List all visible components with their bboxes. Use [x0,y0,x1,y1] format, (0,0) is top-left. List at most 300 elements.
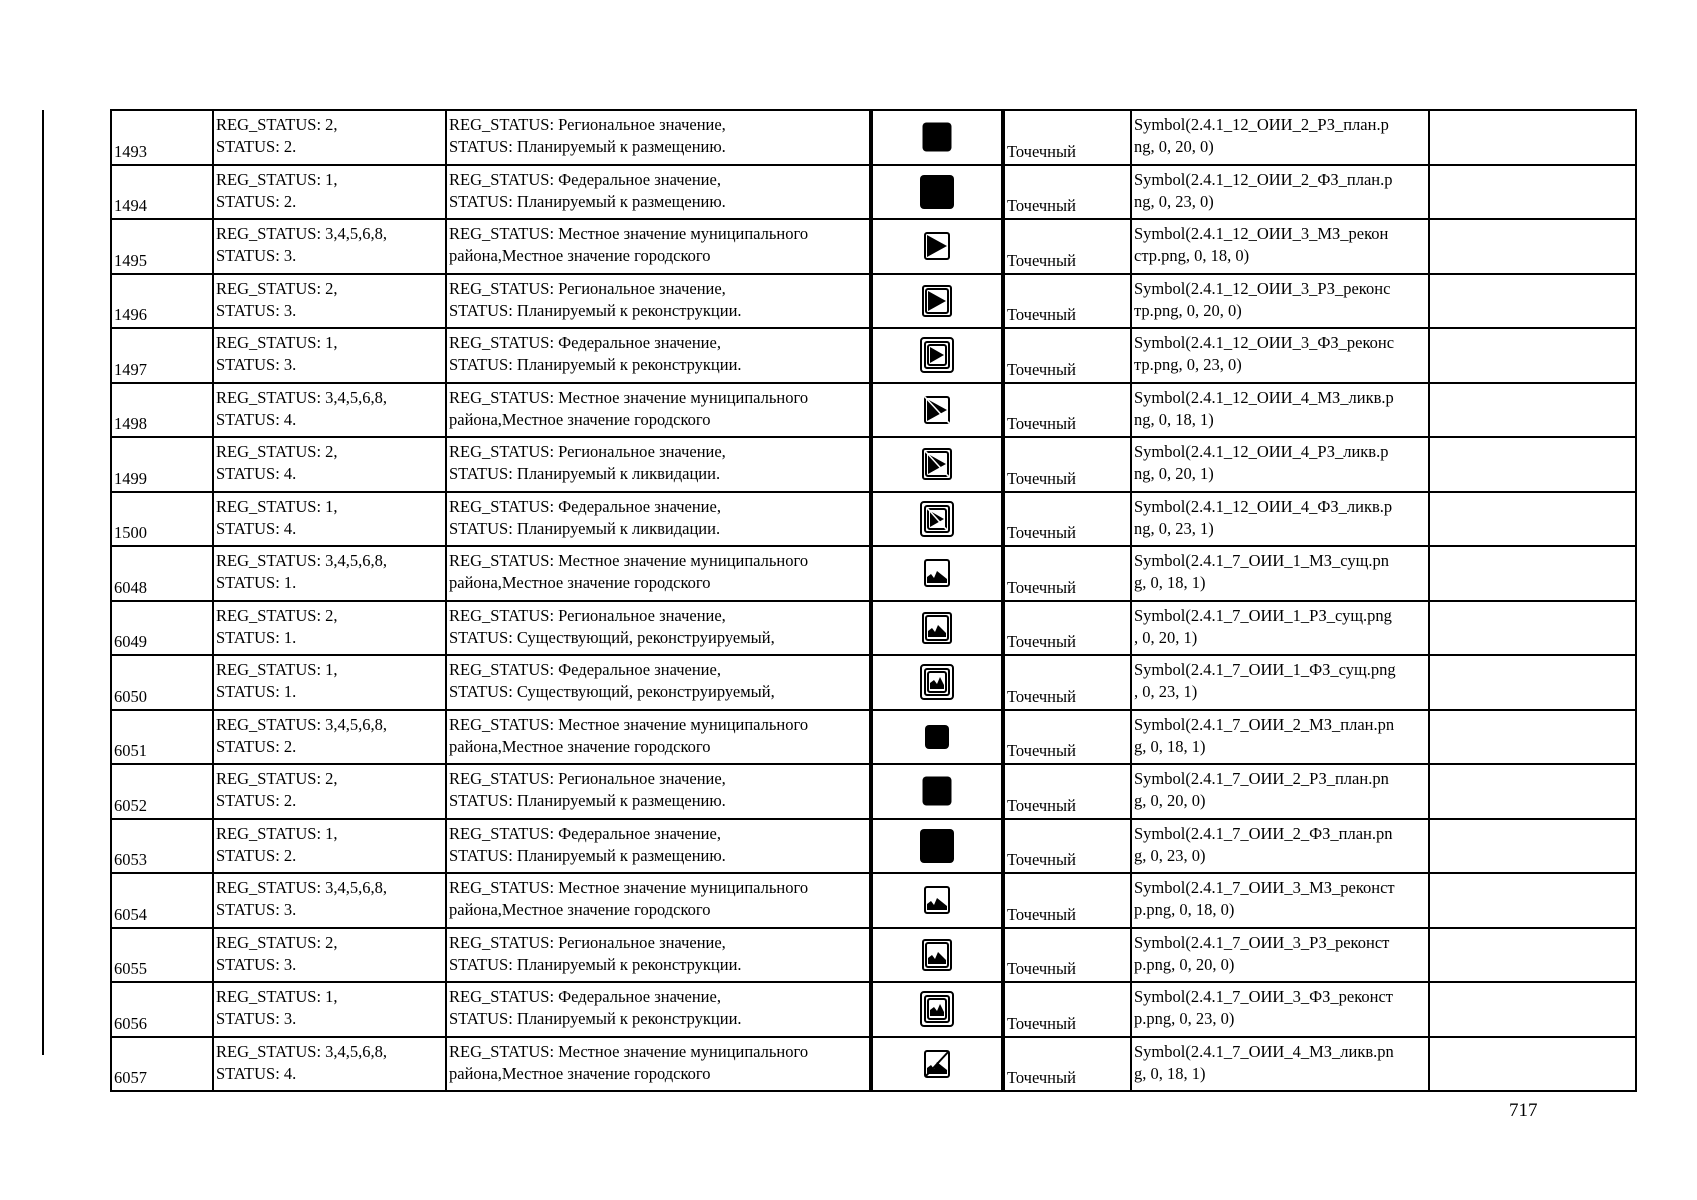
table-row [111,165,1636,220]
description-line: STATUS: Планируемый к размещению. [449,137,726,156]
empty-cell [1429,710,1636,765]
geometry-type: Точечный [1007,795,1076,815]
play-arrow-crossed-box-framed-icon [919,445,955,483]
landscape-crossed-box-icon [919,1045,955,1083]
symbol-expression-line: g, 0, 23, 0) [1134,845,1206,865]
empty-cell [1429,928,1636,983]
geometry-type-cell [1003,873,1131,928]
symbol-expression-cell [1131,274,1429,329]
geometry-type-cell [1003,110,1131,165]
symbol-expression-line: Symbol(2.4.1_7_ОИИ_3_МЗ_реконст [1134,878,1395,897]
filled-square-large-icon [919,827,955,865]
condition-line: STATUS: 1. [216,573,297,592]
row-id: 1495 [114,250,147,270]
condition-line: STATUS: 1. [216,627,297,647]
symbol-expression-line: ng, 0, 23, 0) [1134,191,1214,211]
row-id-cell [111,982,213,1037]
row-id: 1498 [114,414,147,433]
table-row [111,710,1636,765]
symbol-expression-line: , 0, 20, 1) [1134,627,1198,647]
row-id-cell [111,328,213,383]
condition-line: STATUS: 4. [216,409,297,429]
symbol-expression-cell [1131,764,1429,819]
symbol-expression-cell [1131,873,1429,928]
condition-line: STATUS: 3. [216,246,297,265]
description-line: REG_STATUS: Региональное значение, [449,442,726,461]
symbol-expression-cell [1131,219,1429,274]
empty-cell [1429,982,1636,1037]
empty-cell [1429,1037,1636,1092]
symbol-expression-cell [1131,165,1429,220]
condition-line: STATUS: 4. [216,464,297,483]
geometry-type: Точечный [1007,959,1076,978]
geometry-type: Точечный [1007,196,1076,215]
description-line: REG_STATUS: Федеральное значение, [449,496,721,516]
row-id: 6055 [114,959,147,978]
description-cell [446,274,871,329]
row-id: 1497 [114,359,147,379]
play-arrow-box-icon [919,227,955,265]
symbol-expression-cell [1131,601,1429,656]
row-id-cell [111,1037,213,1092]
table-row [111,655,1636,710]
row-id-cell [111,819,213,874]
table-row [111,928,1636,983]
table-row [111,819,1636,874]
description-cell [446,219,871,274]
geometry-type: Точечный [1007,577,1076,597]
symbol-expression-line: Symbol(2.4.1_12_ОИИ_4_ФЗ_ликв.p [1134,496,1393,516]
description-line: STATUS: Существующий, реконструируемый, [449,682,775,701]
description-line: REG_STATUS: Местное значение муниципального [449,551,809,570]
description-line: REG_STATUS: Федеральное значение, [449,823,721,843]
symbol-cell [871,274,1003,329]
condition-cell [213,492,446,547]
description-line: REG_STATUS: Региональное значение, [449,278,726,298]
symbol-expression-line: , 0, 23, 1) [1134,682,1198,701]
table-row [111,274,1636,329]
condition-line: STATUS: 3. [216,900,297,919]
table-row [111,437,1636,492]
landscape-box-framed-icon [919,609,955,647]
symbol-expression-line: Symbol(2.4.1_12_ОИИ_3_МЗ_рекон [1134,224,1389,243]
symbol-expression-line: ng, 0, 20, 1) [1134,464,1214,483]
description-line: REG_STATUS: Федеральное значение, [449,987,721,1006]
symbol-expression-line: Symbol(2.4.1_12_ОИИ_4_РЗ_ликв.p [1134,442,1389,461]
symbol-expression-cell [1131,982,1429,1037]
row-id-cell [111,437,213,492]
description-cell [446,1037,871,1092]
description-cell [446,982,871,1037]
condition-line: STATUS: 3. [216,355,297,374]
page-number: 717 [1509,1100,1538,1121]
symbol-cell [871,328,1003,383]
table-row [111,873,1636,928]
condition-line: STATUS: 2. [216,191,297,211]
row-id: 1496 [114,305,147,324]
description-line: REG_STATUS: Местное значение муниципального [449,714,809,734]
condition-line: REG_STATUS: 1, [216,660,338,679]
landscape-box-icon [919,554,955,592]
description-cell [446,437,871,492]
symbol-expression-line: р.png, 0, 20, 0) [1134,954,1235,974]
condition-cell [213,928,446,983]
symbol-cell [871,219,1003,274]
row-id: 6049 [114,632,147,651]
geometry-type-cell [1003,328,1131,383]
row-id: 6057 [114,1068,147,1087]
row-id: 6056 [114,1013,147,1033]
condition-line: REG_STATUS: 3,4,5,6,8, [216,224,388,243]
condition-line: STATUS: 2. [216,845,297,865]
row-id-cell [111,219,213,274]
filled-square-medium-icon [919,118,955,156]
symbol-expression-line: ng, 0, 20, 0) [1134,137,1214,156]
geometry-type: Точечный [1007,632,1076,651]
description-cell [446,873,871,928]
description-line: REG_STATUS: Местное значение муниципального [449,387,809,407]
symbol-expression-line: Symbol(2.4.1_7_ОИИ_1_МЗ_сущ.pn [1134,551,1389,570]
condition-line: REG_STATUS: 3,4,5,6,8, [216,551,388,570]
geometry-type-cell [1003,492,1131,547]
condition-line: STATUS: 3. [216,1009,297,1028]
description-line: района,Местное значение городского [449,736,711,756]
description-line: REG_STATUS: Региональное значение, [449,115,726,134]
geometry-type: Точечный [1007,359,1076,379]
symbol-expression-line: тр.png, 0, 20, 0) [1134,300,1242,320]
condition-line: REG_STATUS: 3,4,5,6,8, [216,714,388,734]
symbol-expression-line: Symbol(2.4.1_12_ОИИ_2_ФЗ_план.p [1134,169,1393,189]
condition-line: STATUS: 2. [216,736,297,756]
empty-cell [1429,219,1636,274]
row-id-cell [111,492,213,547]
description-cell [446,492,871,547]
geometry-type-cell [1003,219,1131,274]
symbol-cell [871,710,1003,765]
row-id-cell [111,928,213,983]
condition-line: STATUS: 3. [216,300,297,320]
symbol-cell [871,110,1003,165]
symbol-expression-cell [1131,710,1429,765]
condition-line: REG_STATUS: 1, [216,169,338,189]
filled-square-small-icon [919,718,955,756]
symbol-expression-line: Symbol(2.4.1_7_ОИИ_2_МЗ_план.pn [1134,714,1395,734]
description-line: REG_STATUS: Региональное значение, [449,769,726,788]
description-line: REG_STATUS: Региональное значение, [449,605,726,625]
description-cell [446,928,871,983]
symbol-cell [871,873,1003,928]
condition-line: REG_STATUS: 2, [216,769,338,788]
description-cell [446,546,871,601]
geometry-type: Точечный [1007,305,1076,324]
condition-line: STATUS: 1. [216,682,297,701]
symbol-expression-line: Symbol(2.4.1_7_ОИИ_2_РЗ_план.pn [1134,769,1389,788]
symbol-cell [871,764,1003,819]
description-cell [446,710,871,765]
symbol-expression-line: Symbol(2.4.1_12_ОИИ_3_РЗ_реконс [1134,278,1391,298]
geometry-type-cell [1003,601,1131,656]
symbol-cell [871,492,1003,547]
row-id: 6051 [114,741,147,760]
table-row [111,601,1636,656]
symbol-expression-line: тр.png, 0, 23, 0) [1134,355,1242,374]
condition-line: STATUS: 4. [216,518,297,538]
geometry-type: Точечный [1007,523,1076,542]
description-line: REG_STATUS: Местное значение муниципального [449,224,809,243]
condition-line: STATUS: 3. [216,954,297,974]
description-line: района,Местное значение городского [449,900,711,919]
row-id: 6048 [114,577,147,597]
table-row [111,383,1636,438]
table-row [111,546,1636,601]
symbol-expression-line: g, 0, 20, 0) [1134,791,1206,810]
condition-line: REG_STATUS: 3,4,5,6,8, [216,387,388,407]
symbol-expression-line: Symbol(2.4.1_7_ОИИ_3_РЗ_реконст [1134,932,1390,952]
description-cell [446,383,871,438]
symbol-cell [871,165,1003,220]
geometry-type-cell [1003,982,1131,1037]
play-arrow-box-framed-icon [919,282,955,320]
symbol-cell [871,383,1003,438]
condition-cell [213,328,446,383]
symbol-expression-cell [1131,928,1429,983]
empty-cell [1429,819,1636,874]
symbol-expression-line: стр.png, 0, 18, 0) [1134,246,1250,265]
condition-cell [213,437,446,492]
row-id: 1500 [114,523,147,542]
table-row [111,110,1636,165]
description-line: STATUS: Планируемый к реконструкции. [449,355,742,374]
condition-line: REG_STATUS: 1, [216,823,338,843]
description-line: района,Местное значение городского [449,246,711,265]
row-id-cell [111,764,213,819]
condition-line: REG_STATUS: 2, [216,278,338,298]
condition-cell [213,655,446,710]
geometry-type-cell [1003,546,1131,601]
empty-cell [1429,655,1636,710]
play-arrow-box-double-framed-icon [919,336,955,374]
condition-line: REG_STATUS: 1, [216,496,338,516]
description-line: района,Местное значение городского [449,573,711,592]
symbol-expression-line: Symbol(2.4.1_12_ОИИ_3_ФЗ_реконс [1134,333,1395,352]
geometry-type: Точечный [1007,850,1076,869]
symbol-cell [871,655,1003,710]
description-line: STATUS: Планируемый к размещению. [449,191,726,211]
condition-cell [213,546,446,601]
symbol-expression-cell [1131,546,1429,601]
geometry-type: Точечный [1007,686,1076,706]
symbol-cell [871,546,1003,601]
empty-cell [1429,110,1636,165]
symbol-registry-table [110,109,1637,1092]
geometry-type: Точечный [1007,1068,1076,1087]
empty-cell [1429,328,1636,383]
geometry-type-cell [1003,383,1131,438]
row-id-cell [111,383,213,438]
symbol-cell [871,928,1003,983]
geometry-type-cell [1003,819,1131,874]
condition-cell [213,819,446,874]
description-line: REG_STATUS: Региональное значение, [449,932,726,952]
geometry-type: Точечный [1007,904,1076,924]
symbol-expression-line: Symbol(2.4.1_12_ОИИ_2_РЗ_план.p [1134,115,1389,134]
play-arrow-crossed-box-double-framed-icon [919,500,955,538]
row-id-cell [111,165,213,220]
symbol-expression-line: Symbol(2.4.1_7_ОИИ_2_ФЗ_план.pn [1134,823,1393,843]
symbol-cell [871,1037,1003,1092]
left-margin-rule [42,110,44,1055]
symbol-cell [871,437,1003,492]
description-line: района,Местное значение городского [449,1063,711,1083]
description-line: STATUS: Планируемый к ликвидации. [449,518,721,538]
description-line: REG_STATUS: Местное значение муниципального [449,1041,809,1061]
condition-line: STATUS: 2. [216,137,297,156]
symbol-cell [871,601,1003,656]
symbol-expression-cell [1131,383,1429,438]
description-line: REG_STATUS: Федеральное значение, [449,660,721,679]
condition-cell [213,1037,446,1092]
geometry-type-cell [1003,928,1131,983]
landscape-box-framed-icon [919,936,955,974]
landscape-box-double-framed-icon [919,663,955,701]
condition-cell [213,873,446,928]
row-id: 6053 [114,850,147,869]
geometry-type-cell [1003,437,1131,492]
description-line: района,Местное значение городского [449,409,711,429]
description-cell [446,819,871,874]
symbol-expression-cell [1131,1037,1429,1092]
description-line: STATUS: Планируемый к реконструкции. [449,300,742,320]
symbol-expression-line: Symbol(2.4.1_7_ОИИ_1_РЗ_сущ.png [1134,605,1392,625]
row-id-cell [111,546,213,601]
description-line: REG_STATUS: Федеральное значение, [449,169,721,189]
empty-cell [1429,546,1636,601]
empty-cell [1429,437,1636,492]
description-line: REG_STATUS: Местное значение муниципального [449,878,809,897]
empty-cell [1429,492,1636,547]
condition-cell [213,219,446,274]
description-cell [446,165,871,220]
description-line: STATUS: Существующий, реконструируемый, [449,627,775,647]
empty-cell [1429,165,1636,220]
description-cell [446,110,871,165]
geometry-type-cell [1003,1037,1131,1092]
symbol-expression-cell [1131,655,1429,710]
geometry-type: Точечный [1007,468,1076,488]
symbol-expression-line: g, 0, 18, 1) [1134,1063,1206,1083]
condition-line: STATUS: 2. [216,791,297,810]
play-arrow-crossed-box-icon [919,391,955,429]
geometry-type: Точечный [1007,250,1076,270]
table-row [111,219,1636,274]
symbol-expression-line: ng, 0, 18, 1) [1134,409,1214,429]
description-line: REG_STATUS: Федеральное значение, [449,333,721,352]
filled-square-medium-icon [919,772,955,810]
condition-cell [213,710,446,765]
row-id-cell [111,274,213,329]
condition-line: REG_STATUS: 3,4,5,6,8, [216,878,388,897]
geometry-type-cell [1003,165,1131,220]
symbol-expression-cell [1131,437,1429,492]
geometry-type: Точечный [1007,414,1076,433]
symbol-expression-cell [1131,819,1429,874]
row-id: 6054 [114,904,147,924]
table-row [111,1037,1636,1092]
geometry-type: Точечный [1007,141,1076,161]
geometry-type: Точечный [1007,1013,1076,1033]
landscape-box-icon [919,881,955,919]
row-id-cell [111,873,213,928]
condition-cell [213,764,446,819]
symbol-expression-line: Symbol(2.4.1_7_ОИИ_4_МЗ_ликв.pn [1134,1041,1394,1061]
empty-cell [1429,764,1636,819]
symbol-cell [871,819,1003,874]
symbol-expression-cell [1131,328,1429,383]
geometry-type-cell [1003,764,1131,819]
symbol-expression-line: g, 0, 18, 1) [1134,736,1206,756]
symbol-expression-cell [1131,492,1429,547]
table-row [111,328,1636,383]
row-id-cell [111,710,213,765]
row-id-cell [111,655,213,710]
empty-cell [1429,383,1636,438]
row-id: 6052 [114,795,147,815]
description-cell [446,328,871,383]
condition-cell [213,601,446,656]
description-cell [446,655,871,710]
description-line: STATUS: Планируемый к размещению. [449,845,726,865]
description-line: STATUS: Планируемый к реконструкции. [449,954,742,974]
description-cell [446,764,871,819]
symbol-expression-line: Symbol(2.4.1_7_ОИИ_1_ФЗ_сущ.png [1134,660,1396,679]
description-cell [446,601,871,656]
geometry-type-cell [1003,274,1131,329]
condition-line: REG_STATUS: 2, [216,115,338,134]
row-id: 1493 [114,141,147,161]
condition-line: REG_STATUS: 1, [216,987,338,1006]
description-line: STATUS: Планируемый к реконструкции. [449,1009,742,1028]
symbol-expression-cell [1131,110,1429,165]
description-line: STATUS: Планируемый к размещению. [449,791,726,810]
condition-cell [213,110,446,165]
symbol-expression-line: р.png, 0, 18, 0) [1134,900,1235,919]
row-id: 6050 [114,686,147,706]
symbol-cell [871,982,1003,1037]
row-id-cell [111,601,213,656]
condition-line: REG_STATUS: 2, [216,605,338,625]
table-row [111,764,1636,819]
condition-cell [213,383,446,438]
condition-cell [213,165,446,220]
condition-line: REG_STATUS: 2, [216,442,338,461]
symbol-expression-line: Symbol(2.4.1_12_ОИИ_4_МЗ_ликв.p [1134,387,1394,407]
table-row [111,982,1636,1037]
condition-cell [213,982,446,1037]
empty-cell [1429,601,1636,656]
symbol-expression-line: ng, 0, 23, 1) [1134,518,1214,538]
row-id-cell [111,110,213,165]
filled-square-large-icon [919,173,955,211]
empty-cell [1429,274,1636,329]
condition-line: REG_STATUS: 1, [216,333,338,352]
table-row [111,492,1636,547]
geometry-type-cell [1003,710,1131,765]
row-id: 1499 [114,468,147,488]
symbol-expression-line: р.png, 0, 23, 0) [1134,1009,1235,1028]
landscape-box-double-framed-icon [919,990,955,1028]
symbol-expression-line: g, 0, 18, 1) [1134,573,1206,592]
description-line: STATUS: Планируемый к ликвидации. [449,464,721,483]
